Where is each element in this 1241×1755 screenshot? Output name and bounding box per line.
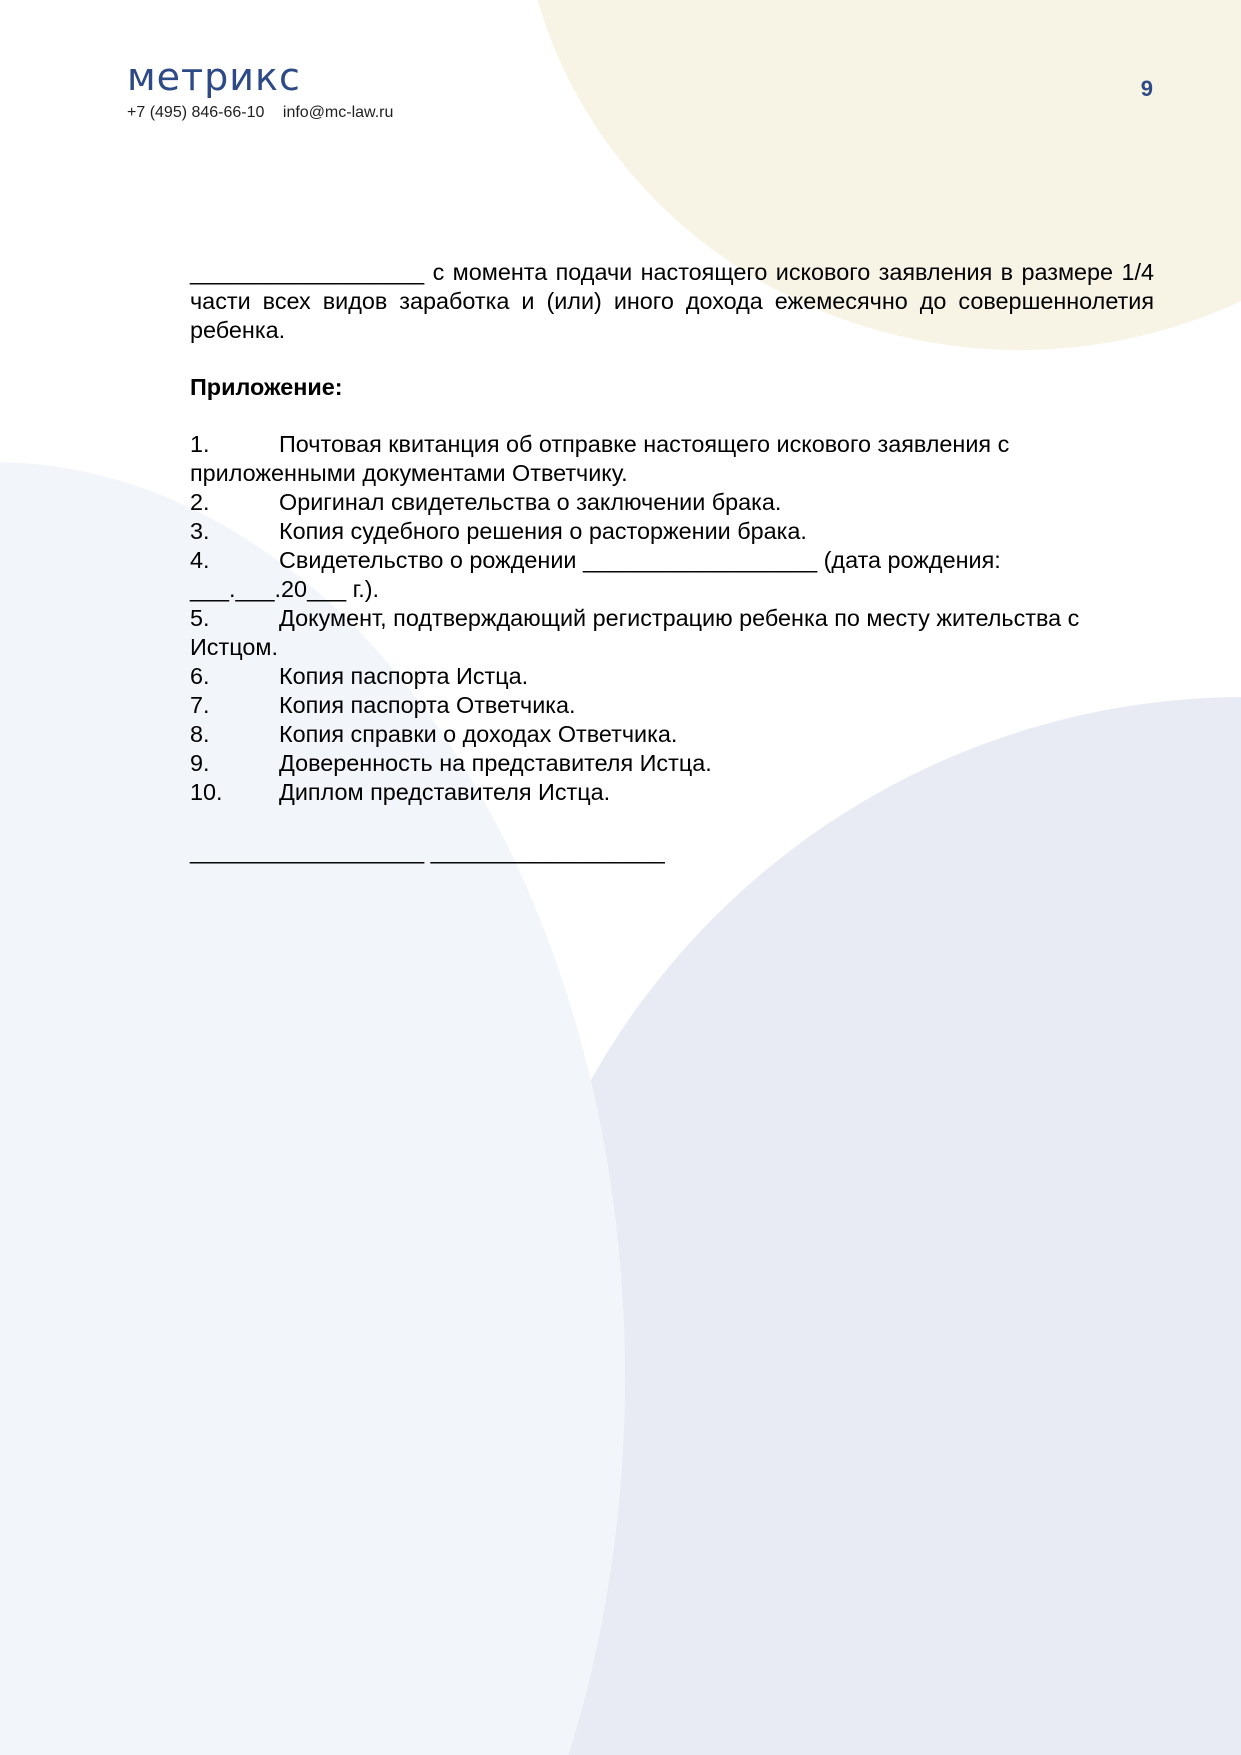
list-item bbox=[190, 749, 1154, 778]
list-item bbox=[190, 430, 1154, 488]
list-item bbox=[190, 517, 1154, 546]
list-item-text: Оригинал свидетельства о заключении брака. bbox=[279, 489, 782, 515]
intro-paragraph: __________________ с момента подачи настоящего искового заявления в размере 1/4 части всех видов заработка и (или) иного дохода ежемесячно до совершеннолетия ребенка. bbox=[190, 259, 1154, 343]
list-item bbox=[190, 604, 1154, 662]
list-item-number: 9. bbox=[190, 750, 210, 776]
appendix-list bbox=[190, 430, 1154, 807]
list-item bbox=[190, 488, 1154, 517]
list-item-number: 3. bbox=[190, 518, 210, 544]
email-address: info@mc-law.ru bbox=[282, 104, 394, 121]
list-item-number: 6. bbox=[190, 663, 210, 689]
list-item-number: 7. bbox=[190, 692, 210, 718]
list-item bbox=[190, 546, 1154, 604]
company-logo: метрикс bbox=[127, 55, 301, 99]
page-header bbox=[127, 55, 394, 122]
list-item-text: Диплом представителя Истца. bbox=[279, 779, 611, 805]
list-item-number: 8. bbox=[190, 721, 210, 747]
document-body bbox=[190, 258, 1154, 866]
signature-line: __________________ __________________ bbox=[190, 838, 665, 864]
list-item-text: Свидетельство о рождении __________________ (дата рождения: ___.___.20___ г.). bbox=[190, 547, 1001, 602]
list-item-text: Копия паспорта Истца. bbox=[279, 663, 529, 689]
list-item-text: Почтовая квитанция об отправке настоящего искового заявления с приложенными документами Ответчику. bbox=[190, 431, 1010, 486]
list-item-text: Копия судебного решения о расторжении брака. bbox=[279, 518, 807, 544]
phone-number: +7 (495) 846-66-10 bbox=[127, 104, 265, 121]
page-number: 9 bbox=[1140, 76, 1153, 101]
list-item-text: Копия справки о доходах Ответчика. bbox=[279, 721, 678, 747]
contact-info bbox=[127, 104, 393, 122]
list-item-number: 5. bbox=[190, 605, 210, 631]
list-item bbox=[190, 662, 1154, 691]
list-item-text: Документ, подтверждающий регистрацию ребенка по месту жительства с Истцом. bbox=[190, 605, 1080, 660]
appendix-title: Приложение: bbox=[190, 374, 343, 400]
list-item bbox=[190, 720, 1154, 749]
list-item-text: Доверенность на представителя Истца. bbox=[279, 750, 712, 776]
list-item-number: 10. bbox=[190, 779, 223, 805]
list-item-number: 1. bbox=[190, 431, 210, 457]
list-item-number: 4. bbox=[190, 547, 210, 573]
list-item-number: 2. bbox=[190, 489, 210, 515]
list-item-text: Копия паспорта Ответчика. bbox=[279, 692, 576, 718]
list-item bbox=[190, 691, 1154, 720]
list-item bbox=[190, 778, 1154, 807]
